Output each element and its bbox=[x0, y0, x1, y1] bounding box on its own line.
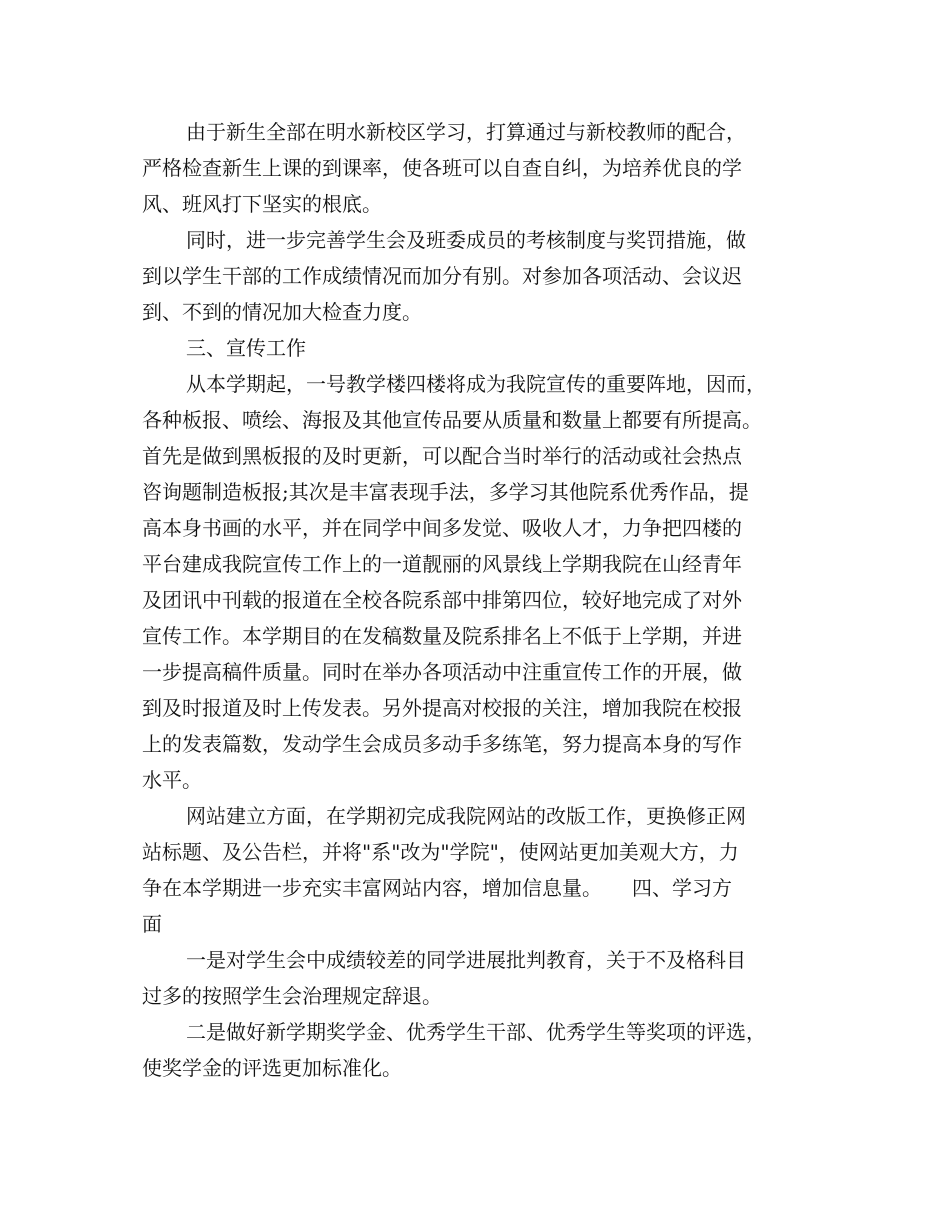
text-line: 及团讯中刊载的报道在全校各院系部中排第四位，较好地完成了对外 bbox=[142, 588, 742, 612]
section-heading: 三、宣传工作 bbox=[186, 336, 306, 360]
text-line: 到、不到的情况加大检查力度。 bbox=[142, 300, 422, 324]
text-line: 首先是做到黑板报的及时更新，可以配合当时举行的活动或社会热点 bbox=[142, 444, 742, 468]
text-line: 各种板报、喷绘、海报及其他宣传品要从质量和数量上都要有所提高。 bbox=[142, 408, 762, 432]
text-line: 一是对学生会中成绩较差的同学进展批判教育，关于不及格科目 bbox=[186, 948, 746, 972]
text-line: 一步提高稿件质量。同时在举办各项活动中注重宣传工作的开展，做 bbox=[142, 660, 742, 684]
text-line: 高本身书画的水平，并在同学中间多发觉、吸收人才，力争把四楼的 bbox=[142, 516, 742, 540]
text-line: 由于新生全部在明水新校区学习，打算通过与新校教师的配合， bbox=[186, 120, 746, 144]
text-line: 面 bbox=[142, 912, 162, 936]
text-line: 过多的按照学生会治理规定辞退。 bbox=[142, 984, 442, 1008]
text-line: 使奖学金的评选更加标准化。 bbox=[142, 1056, 402, 1080]
text-line: 水平。 bbox=[142, 768, 202, 792]
text-line: 二是做好新学期奖学金、优秀学生干部、优秀学生等奖项的评选， bbox=[186, 1020, 766, 1044]
text-line: 从本学期起，一号教学楼四楼将成为我院宣传的重要阵地，因而， bbox=[186, 372, 766, 396]
text-line: 平台建成我院宣传工作上的一道靓丽的风景线上学期我院在山经青年 bbox=[142, 552, 742, 576]
text-line: 风、班风打下坚实的根底。 bbox=[142, 192, 382, 216]
text-line: 严格检查新生上课的到课率，使各班可以自查自纠，为培养优良的学 bbox=[142, 156, 742, 180]
text-line: 争在本学期进一步充实丰富网站内容，增加信息量。 四、学习方 bbox=[142, 876, 732, 900]
text-line: 网站建立方面，在学期初完成我院网站的改版工作，更换修正网 bbox=[186, 804, 746, 828]
text-line: 到及时报道及时上传发表。另外提高对校报的关注，增加我院在校报 bbox=[142, 696, 742, 720]
text-line: 咨询题制造板报;其次是丰富表现手法，多学习其他院系优秀作品，提 bbox=[142, 480, 749, 504]
text-line: 站标题、及公告栏，并将"系"改为"学院"，使网站更加美观大方，力 bbox=[142, 840, 739, 864]
text-line: 宣传工作。本学期目的在发稿数量及院系排名上不低于上学期，并进 bbox=[142, 624, 742, 648]
text-line: 到以学生干部的工作成绩情况而加分有别。对参加各项活动、会议迟 bbox=[142, 264, 742, 288]
text-line: 同时，进一步完善学生会及班委成员的考核制度与奖罚措施，做 bbox=[186, 228, 746, 252]
text-line: 上的发表篇数，发动学生会成员多动手多练笔，努力提高本身的写作 bbox=[142, 732, 742, 756]
